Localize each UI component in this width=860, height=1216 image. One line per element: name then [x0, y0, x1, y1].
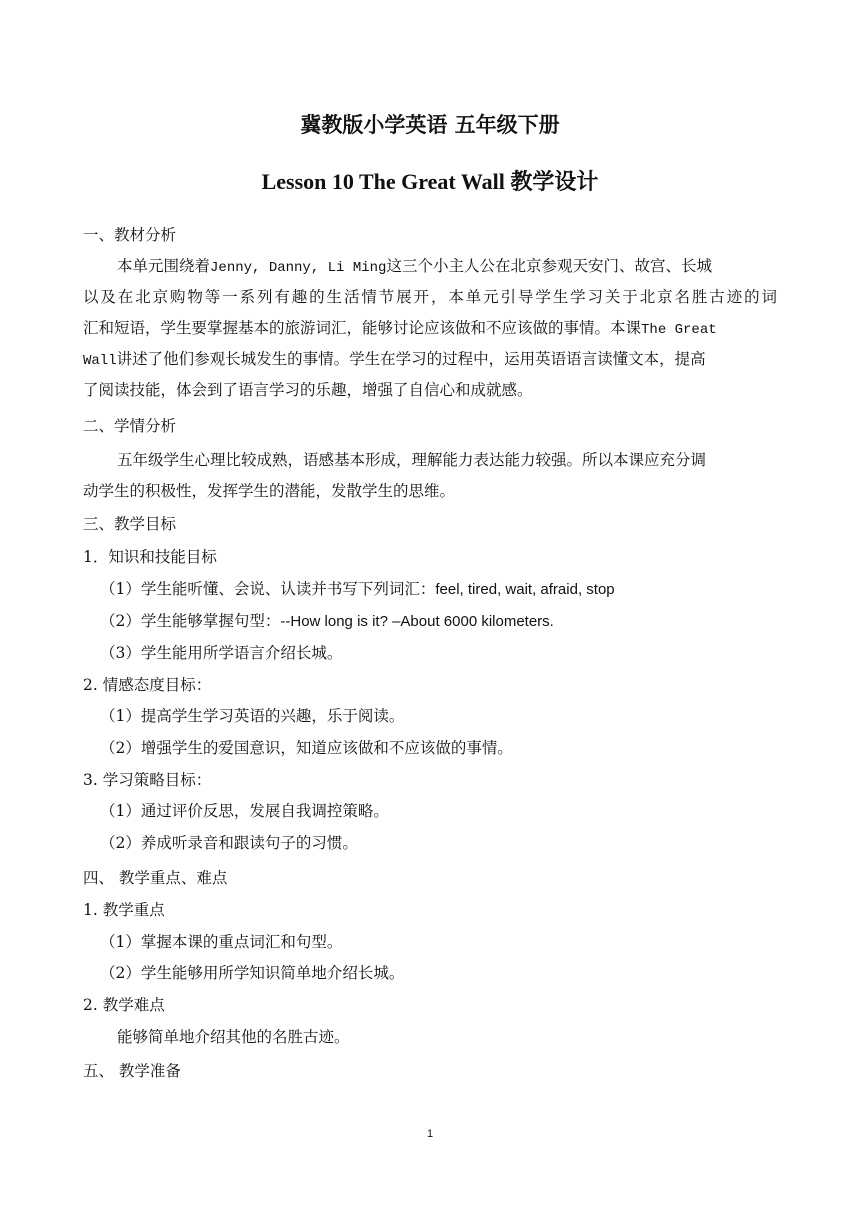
section-heading-3: 三、教学目标 — [83, 515, 177, 533]
list-item: （2）增强学生的爱国意识，知道应该做和不应该做的事情。 — [100, 739, 513, 757]
paragraph-line: 汇和短语，学生要掌握基本的旅游词汇，能够讨论应该做和不应该做的事情。本课The Great — [83, 319, 717, 338]
list-item: （2）学生能够用所学知识简单地介绍长城。 — [100, 964, 405, 982]
subheading: 2. 教学难点 — [83, 996, 165, 1014]
document-title: 冀教版小学英语 五年级下册 — [300, 112, 560, 137]
paragraph-line: 五年级学生心理比较成熟，语感基本形成，理解能力表达能力较强。所以本课应充分调 — [117, 451, 707, 469]
list-item: （1）掌握本课的重点词汇和句型。 — [100, 933, 343, 951]
page-number: 1 — [426, 1128, 434, 1140]
paragraph-line: 了阅读技能，体会到了语言学习的乐趣，增强了自信心和成就感。 — [83, 381, 533, 399]
subheading: 2. 情感态度目标： — [83, 676, 212, 694]
list-item: （3）学生能用所学语言介绍长城。 — [100, 644, 343, 662]
document-subtitle: Lesson 10 The Great Wall 教学设计 — [261, 169, 599, 194]
subheading: 1. 教学重点 — [83, 901, 165, 919]
list-item: （2）养成听录音和跟读句子的习惯。 — [100, 834, 358, 852]
paragraph-line: 本单元围绕着Jenny, Danny, Li Ming这三个小主人公在北京参观天安门、故宫、长城 — [117, 257, 712, 276]
list-item: （1）学生能听懂、会说、认读并书写下列词汇：feel, tired, wait, afraid, stop — [100, 580, 615, 598]
section-heading-2: 二、学情分析 — [83, 417, 177, 435]
subheading: 1．知识和技能目标 — [83, 548, 217, 566]
subheading: 3. 学习策略目标： — [83, 771, 212, 789]
list-item: （1）通过评价反思，发展自我调控策略。 — [100, 802, 389, 820]
section-heading-1: 一、教材分析 — [83, 226, 177, 244]
section-heading-4: 四、 教学重点、难点 — [83, 869, 228, 887]
paragraph-line: Wall讲述了他们参观长城发生的事情。学生在学习的过程中，运用英语语言读懂文本，提高 — [83, 350, 706, 369]
list-item: （1）提高学生学习英语的兴趣，乐于阅读。 — [100, 707, 405, 725]
paragraph-line: 能够简单地介绍其他的名胜古迹。 — [117, 1028, 350, 1046]
paragraph-line: 以及在北京购物等一系列有趣的生活情节展开，本单元引导学生学习关于北京名胜古迹的词 — [83, 288, 777, 306]
section-heading-5: 五、 教学准备 — [83, 1062, 181, 1080]
paragraph-line: 动学生的积极性，发挥学生的潜能，发散学生的思维。 — [83, 482, 456, 500]
list-item: （2）学生能够掌握句型：--How long is it? –About 6000 kilometers. — [100, 612, 554, 630]
